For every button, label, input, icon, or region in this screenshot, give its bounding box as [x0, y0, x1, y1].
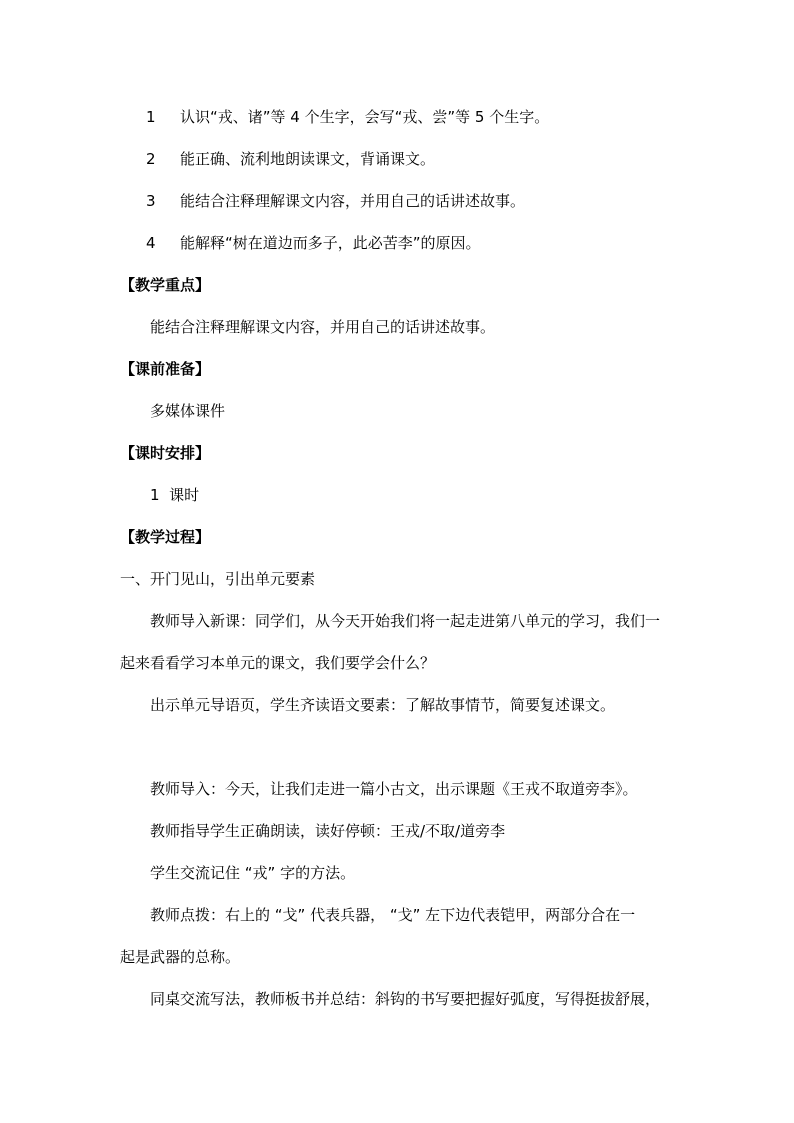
preparation-text: 多媒体课件	[150, 402, 226, 420]
section-title: 一、开门见山，引出单元要素	[120, 570, 316, 588]
objective-item-4	[146, 233, 481, 253]
paragraph: 学生交流记住 “戎” 字的方法。	[150, 864, 356, 882]
objective-text: 能解释“树在道边而多子，此必苦李”的原因。	[180, 234, 481, 252]
paragraph-line: 教师点拨：右上的 “戈” 代表兵器， “戈” 左下边代表铠甲，两部分合在一	[150, 906, 636, 924]
objective-number: 3	[146, 192, 156, 210]
process-heading: 【教学过程】	[120, 528, 211, 546]
objective-item-3	[146, 191, 525, 211]
paragraph: 同桌交流写法，教师板书并总结：斜钩的书写要把握好弧度，写得挺拔舒展，	[150, 990, 661, 1008]
paragraph: 教师指导学生正确朗读，读好停顿：王戎/不取/道旁李	[150, 822, 506, 840]
objective-text: 能结合注释理解课文内容，并用自己的话讲述故事。	[180, 192, 526, 210]
objective-item-2	[146, 149, 435, 169]
objective-text: 能正确、流利地朗读课文，背诵课文。	[180, 150, 436, 168]
paragraph-line: 教师导入新课：同学们，从今天开始我们将一起走进第八单元的学习，我们一	[150, 612, 661, 630]
paragraph: 教师导入：今天，让我们走进一篇小古文，出示课题《王戎不取道旁李》。	[150, 780, 638, 798]
paragraph-line: 起来看看学习本单元的课文，我们要学会什么？	[120, 654, 436, 672]
objective-number: 2	[146, 150, 156, 168]
objective-text: 认识“戎、诸”等 4 个生字，会写“戎、尝”等 5 个生字。	[180, 108, 550, 126]
objective-number: 4	[146, 234, 156, 252]
objective-number: 1	[146, 108, 156, 126]
key-points-text: 能结合注释理解课文内容，并用自己的话讲述故事。	[150, 318, 496, 336]
preparation-heading: 【课前准备】	[120, 360, 211, 378]
key-points-heading: 【教学重点】	[120, 276, 211, 294]
schedule-text: 1 课时	[150, 486, 200, 504]
paragraph: 出示单元导语页，学生齐读语文要素：了解故事情节，简要复述课文。	[150, 696, 616, 714]
objective-item-1	[146, 107, 549, 127]
schedule-heading: 【课时安排】	[120, 444, 211, 462]
paragraph-line: 起是武器的总称。	[120, 948, 241, 966]
